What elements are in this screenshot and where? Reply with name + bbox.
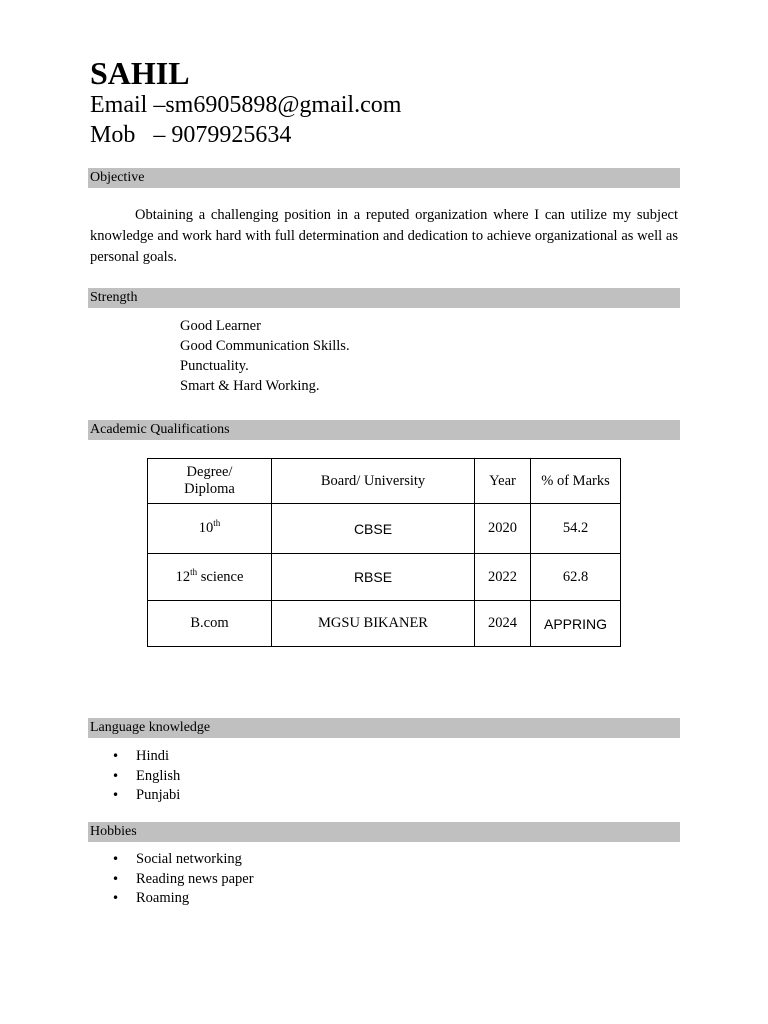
- cell-board: MGSU BIKANER: [272, 601, 475, 647]
- degree-sup: th: [190, 566, 198, 577]
- degree-suffix: science: [197, 568, 244, 585]
- strength-item: Punctuality.: [180, 358, 249, 374]
- header-board: Board/ University: [272, 459, 475, 504]
- cell-degree: [148, 504, 272, 554]
- table-header-row: [148, 459, 621, 504]
- mobile-line: Mob – 9079925634: [90, 122, 292, 148]
- language-item: • Punjabi: [112, 786, 180, 806]
- hobby-item: • Social networking: [112, 850, 254, 870]
- cell-marks: 54.2: [531, 504, 621, 554]
- academic-table: [147, 458, 621, 647]
- cell-year: 2020: [475, 504, 531, 554]
- cell-year: 2024: [475, 601, 531, 647]
- resume-name: SAHIL: [90, 55, 190, 91]
- cell-board: CBSE: [272, 504, 475, 554]
- header-year: Year: [475, 459, 531, 504]
- objective-text: Obtaining a challenging position in a reputed organization where I can utilize my subject knowledge and work hard with full determination and dedication to achieve organizational as well as personal goals.: [90, 207, 678, 265]
- header-degree-line1: Degree/: [186, 464, 233, 480]
- degree-sup: th: [213, 518, 221, 529]
- cell-degree: B.com: [148, 601, 272, 647]
- cell-degree: [148, 554, 272, 601]
- header-marks: % of Marks: [531, 459, 621, 504]
- cell-marks: 62.8: [531, 554, 621, 601]
- strength-item: Good Communication Skills.: [180, 338, 350, 354]
- language-section-header: Language knowledge: [88, 718, 680, 738]
- header-degree: [148, 459, 272, 504]
- degree-text: 12: [175, 568, 191, 585]
- header-degree-line2: Diploma: [184, 481, 235, 497]
- table-row: [148, 554, 621, 601]
- email-line: Email –sm6905898@gmail.com: [90, 92, 402, 118]
- table-row: [148, 504, 621, 554]
- hobbies-list: [112, 850, 254, 909]
- cell-year: 2022: [475, 554, 531, 601]
- cell-board: RBSE: [272, 554, 475, 601]
- strength-section-header: Strength: [88, 288, 680, 308]
- degree-text: 10: [198, 520, 214, 536]
- strength-item: Smart & Hard Working.: [180, 378, 320, 394]
- academic-section-header: Academic Qualifications: [88, 420, 680, 440]
- language-list: [112, 747, 180, 806]
- table-row: [148, 601, 621, 647]
- cell-marks: APPRING: [531, 601, 621, 647]
- hobbies-section-header: Hobbies: [88, 822, 680, 842]
- language-item: • English: [112, 767, 180, 787]
- objective-section-header: Objective: [88, 168, 680, 188]
- strength-list: [180, 316, 350, 396]
- language-item: • Hindi: [112, 747, 180, 767]
- strength-item: Good Learner: [180, 318, 261, 334]
- hobby-item: • Roaming: [112, 889, 254, 909]
- hobby-item: • Reading news paper: [112, 870, 254, 890]
